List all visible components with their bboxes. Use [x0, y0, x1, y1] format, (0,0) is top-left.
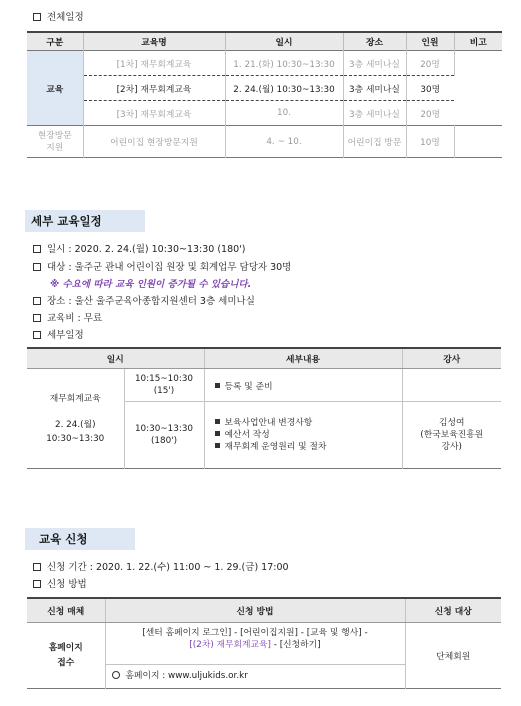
apply-table	[27, 597, 501, 689]
slot-duration: (15')	[153, 386, 175, 396]
circle-bullet-icon	[112, 671, 120, 679]
table-row	[27, 76, 502, 101]
list-item: 재무회계 운영원리 및 절차	[215, 441, 402, 453]
overview-table	[27, 31, 502, 158]
note-cell	[454, 126, 502, 158]
slot-time-cell	[124, 369, 204, 402]
apply-section-title: 교육 신청	[25, 528, 135, 550]
method-cell	[105, 623, 405, 689]
col-header: 장소	[343, 32, 406, 51]
course-place: 3층 세미나실	[343, 101, 406, 126]
media-cell	[27, 623, 105, 689]
slot-time: 10:30~13:30	[134, 424, 194, 434]
square-bullet-icon	[215, 383, 220, 388]
course-count: 20명	[406, 51, 454, 76]
col-header: 신청 방법	[105, 598, 405, 623]
course-date: 10.	[225, 101, 343, 126]
col-header: 비고	[454, 32, 502, 51]
overview-heading: 전체일정	[33, 9, 84, 23]
course-place: 3층 세미나실	[343, 51, 406, 76]
course-date: 4. ~ 10.	[225, 126, 343, 158]
table-row	[27, 126, 502, 158]
checkbox-bullet-icon	[33, 13, 41, 21]
slot-time: 10:15~10:30	[134, 374, 194, 384]
course-count: 20명	[420, 109, 441, 120]
method-line: [센터 홈페이지 로그인] - [어린이집지원] - [교육 및 행사] -	[142, 628, 368, 638]
lecturer-cell	[402, 369, 501, 402]
lecturer-cell	[402, 402, 501, 469]
detail-item: 일시 : 2020. 2. 24.(월) 10:30~13:30 (180')	[33, 241, 246, 255]
course-count: 10명	[406, 126, 454, 158]
course-name: 어린이집 현장방문지원	[83, 126, 225, 158]
col-header: 신청 매체	[27, 598, 105, 623]
lecturer-org: (한국보육진흥원	[420, 430, 484, 440]
schedule-time: 10:30~13:30	[46, 433, 105, 444]
slot-time-cell	[124, 402, 204, 469]
list-item: 예산서 작성	[215, 429, 402, 441]
checkbox-bullet-icon	[33, 314, 41, 322]
table-row	[27, 51, 502, 76]
detail-item: 장소 : 울산 울주군육아종합지원센터 3층 세미나실	[33, 293, 255, 307]
col-header: 신청 대상	[405, 598, 501, 623]
method-highlight: [(2차) 재무회계교육]	[189, 640, 271, 650]
square-bullet-icon	[215, 431, 220, 436]
checkbox-bullet-icon	[33, 331, 41, 339]
list-item: 보육사업안내 변경사항	[215, 417, 402, 429]
apply-item: 신청 기간 : 2020. 1. 22.(수) 11:00 ~ 1. 29.(금) 17:00	[33, 559, 289, 573]
detail-schedule-table	[27, 347, 501, 469]
homepage-line	[106, 664, 405, 687]
col-header: 강사	[402, 348, 501, 369]
col-header: 인원	[406, 32, 454, 51]
square-bullet-icon	[215, 419, 220, 424]
list-item: 등록 및 준비	[215, 379, 402, 392]
course-name: [3차] 재무회계교육	[83, 101, 225, 126]
schedule-left-cell	[27, 369, 124, 469]
course-name: [2차] 재무회계교육	[83, 76, 225, 101]
checkbox-bullet-icon	[33, 245, 41, 253]
homepage-link[interactable]: 홈페이지 : www.uljukids.or.kr	[125, 671, 248, 681]
schedule-date: 2. 24.(월)	[54, 419, 96, 430]
checkbox-bullet-icon	[33, 297, 41, 305]
method-line: [(2차) 재무회계교육] - [신청하기]	[189, 640, 321, 650]
col-header: 교육명	[83, 32, 225, 51]
detail-note: ※ 수요에 따라 교육 인원이 증가될 수 있습니다.	[50, 279, 252, 290]
col-header: 세부내용	[204, 348, 402, 369]
checkbox-bullet-icon	[33, 263, 41, 271]
course-date: 1. 21.(화) 10:30~13:30	[225, 51, 343, 76]
schedule-course: 재무회계교육	[49, 393, 101, 404]
course-place: 3층 세미나실	[343, 76, 406, 101]
col-header: 일시	[225, 32, 343, 51]
col-header: 일시	[27, 348, 204, 369]
table-row	[27, 623, 501, 689]
apply-item: 신청 방법	[33, 576, 87, 590]
slot-content-cell	[204, 402, 402, 469]
course-count: 30명	[420, 84, 441, 95]
slot-content-cell	[204, 369, 402, 402]
category-cell: 교육	[27, 51, 83, 126]
media-line: 접수	[57, 657, 75, 668]
target-cell: 단체회원	[436, 652, 471, 662]
course-name: [1차] 재무회계교육	[83, 51, 225, 76]
col-header: 구분	[27, 32, 83, 51]
detail-item: 세부일정	[33, 327, 84, 341]
lecturer-name: 김성여	[439, 418, 465, 428]
detail-item: 교육비 : 무료	[33, 310, 102, 324]
note-cell	[454, 51, 502, 126]
checkbox-bullet-icon	[33, 563, 41, 571]
square-bullet-icon	[215, 443, 220, 448]
media-line: 홈페이지	[48, 642, 83, 653]
course-date: 2. 24.(월) 10:30~13:30	[225, 76, 343, 101]
checkbox-bullet-icon	[33, 580, 41, 588]
table-row	[27, 101, 502, 126]
table-row	[27, 369, 501, 402]
lecturer-role: 강사)	[441, 442, 462, 452]
detail-item: 대상 : 울주군 관내 어린이집 원장 및 회계업무 담당자 30명	[33, 259, 291, 273]
category-cell: 현장방문 지원	[27, 126, 83, 158]
slot-duration: (180')	[150, 436, 178, 446]
course-place: 어린이집 방문	[343, 126, 406, 158]
detail-section-title: 세부 교육일정	[25, 210, 145, 232]
